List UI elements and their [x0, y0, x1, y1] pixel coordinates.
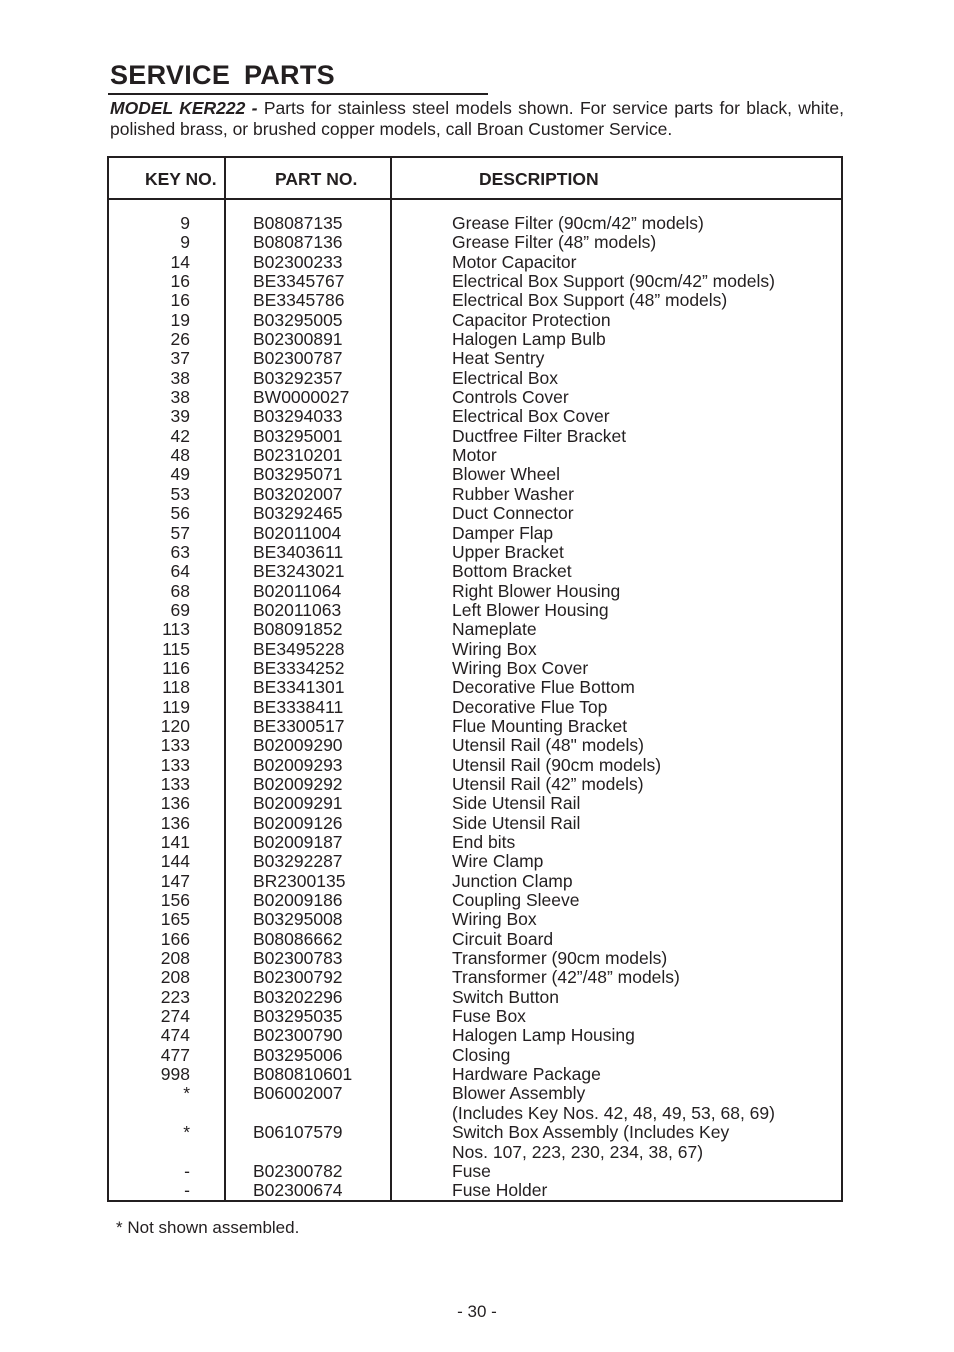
key-no-cell: 53 — [170, 483, 190, 504]
key-no-cell: 119 — [162, 696, 190, 717]
description-cell: Blower Wheel — [452, 464, 560, 485]
table-row — [109, 582, 841, 601]
key-no-cell: 49 — [170, 464, 190, 485]
description-cell: Grease Filter (48” models) — [452, 232, 657, 253]
service-parts-table — [107, 156, 843, 1202]
part-no-cell: B03202007 — [253, 483, 343, 504]
key-no-cell: 16 — [170, 290, 190, 311]
description-cell: Utensil Rail (48" models) — [452, 735, 644, 756]
description-cell: Fuse — [452, 1160, 491, 1181]
key-no-cell: 19 — [170, 309, 190, 330]
table-row — [109, 872, 841, 891]
part-no-cell: BE3345786 — [253, 290, 345, 311]
description-cell: Blower Assembly — [452, 1083, 586, 1104]
column-header-description: DESCRIPTION — [479, 169, 599, 189]
part-no-cell: B02300891 — [253, 329, 343, 350]
table-row — [109, 349, 841, 368]
part-no-cell: B02011004 — [253, 522, 342, 543]
part-no-cell: B03295008 — [253, 909, 343, 930]
table-row — [109, 1007, 841, 1026]
key-no-cell: * — [183, 1122, 190, 1143]
part-no-cell: B02300783 — [253, 948, 343, 969]
key-no-cell: 223 — [160, 986, 190, 1007]
part-no-cell: BE3403611 — [253, 541, 344, 562]
table-row — [109, 446, 841, 465]
part-no-cell: B02009292 — [253, 773, 343, 794]
intro-paragraph — [110, 98, 844, 140]
description-cell: Capacitor Protection — [452, 309, 611, 330]
table-row — [109, 601, 841, 620]
page-title: SERVICE PARTS — [110, 60, 335, 90]
table-row — [109, 833, 841, 852]
key-no-cell: 208 — [160, 967, 190, 988]
table-row — [109, 504, 841, 523]
intro-text: Parts for stainless steel models shown. For service parts for black, white, polished brass, or brushed copper models, call Broan Customer Service. — [110, 98, 844, 139]
key-no-cell: 38 — [170, 387, 190, 408]
key-no-cell: 136 — [160, 793, 190, 814]
table-row — [109, 543, 841, 562]
description-cell: Circuit Board — [452, 928, 554, 949]
key-no-cell: 115 — [162, 638, 190, 659]
table-row — [109, 272, 841, 291]
table-row — [109, 678, 841, 697]
description-cell: Heat Sentry — [452, 348, 545, 369]
table-row — [109, 233, 841, 252]
description-cell: Motor — [452, 445, 497, 466]
description-cell: Fuse Box — [452, 1006, 526, 1027]
table-row — [109, 562, 841, 581]
table-row — [109, 775, 841, 794]
description-cell: Electrical Box — [452, 367, 559, 388]
part-no-cell: B03292287 — [253, 851, 343, 872]
part-no-cell: BE3345767 — [253, 271, 345, 292]
key-no-cell: 274 — [160, 1006, 190, 1027]
part-no-cell: B08091852 — [253, 619, 343, 640]
description-cell: Upper Bracket — [452, 541, 564, 562]
key-no-cell: 39 — [170, 406, 190, 427]
description-cell: Utensil Rail (90cm models) — [452, 754, 662, 775]
table-row — [109, 1026, 841, 1045]
key-no-cell: 120 — [160, 715, 190, 736]
description-cell: Electrical Box Support (90cm/42” models) — [452, 271, 775, 292]
key-no-cell: 42 — [170, 425, 190, 446]
description-cell: Motor Capacitor — [452, 251, 577, 272]
key-no-cell: 16 — [170, 271, 190, 292]
table-row — [109, 253, 841, 272]
table-row — [109, 369, 841, 388]
table-row — [109, 620, 841, 639]
table-row — [109, 988, 841, 1007]
column-header-key-no: KEY NO. — [145, 169, 217, 189]
key-no-cell: 208 — [160, 948, 190, 969]
table-row — [109, 1065, 841, 1084]
part-no-cell: B02011064 — [253, 580, 342, 601]
description-cell: Bottom Bracket — [452, 561, 572, 582]
table-row — [109, 311, 841, 330]
key-no-cell: 118 — [162, 677, 190, 698]
description-cell: Left Blower Housing — [452, 599, 609, 620]
part-no-cell: B03295006 — [253, 1044, 343, 1065]
part-no-cell: BE3338411 — [253, 696, 344, 717]
description-cell: Transformer (90cm models) — [452, 948, 668, 969]
description-cell: Halogen Lamp Housing — [452, 1025, 635, 1046]
description-cell: Junction Clamp — [452, 870, 573, 891]
description-cell: Damper Flap — [452, 522, 554, 543]
description-cell: Fuse Holder — [452, 1180, 548, 1201]
part-no-cell: B08087135 — [253, 213, 343, 233]
table-row — [109, 291, 841, 310]
part-no-cell: B02009186 — [253, 890, 343, 911]
key-no-cell: 136 — [160, 812, 190, 833]
key-no-cell: 9 — [180, 213, 190, 233]
key-no-cell: - — [184, 1180, 190, 1201]
table-row — [109, 330, 841, 349]
description-cell: Duct Connector — [452, 503, 574, 524]
description-cell: Wire Clamp — [452, 851, 544, 872]
description-cell: Side Utensil Rail — [452, 793, 581, 814]
key-no-cell: 144 — [160, 851, 190, 872]
table-row — [109, 698, 841, 717]
key-no-cell: 156 — [160, 890, 190, 911]
description-cell: Switch Box Assembly (Includes Key — [452, 1122, 730, 1143]
description-cell: Coupling Sleeve — [452, 890, 580, 911]
part-no-cell: B03294033 — [253, 406, 343, 427]
table-row — [109, 659, 841, 678]
part-no-cell: B02300787 — [253, 348, 343, 369]
part-no-cell: B08086662 — [253, 928, 343, 949]
description-cell: End bits — [452, 832, 516, 852]
key-no-cell: 998 — [160, 1064, 190, 1085]
key-no-cell: 141 — [160, 832, 190, 852]
description-cell: Controls Cover — [452, 387, 569, 408]
key-no-cell: 165 — [160, 909, 190, 930]
description-cell: Hardware Package — [452, 1064, 601, 1085]
description-cell: Electrical Box Cover — [452, 406, 610, 427]
key-no-cell: 113 — [162, 619, 190, 640]
table-header — [109, 158, 841, 200]
key-no-cell: 68 — [170, 580, 190, 601]
table-row — [109, 930, 841, 949]
table-row — [109, 1181, 841, 1200]
description-cell: Grease Filter (90cm/42” models) — [452, 213, 704, 233]
description-cell: Utensil Rail (42” models) — [452, 773, 644, 794]
key-no-cell: 133 — [160, 754, 190, 775]
table-row — [109, 1143, 841, 1162]
key-no-cell: 147 — [160, 870, 190, 891]
key-no-cell: * — [183, 1083, 190, 1104]
description-cell: Side Utensil Rail — [452, 812, 581, 833]
description-cell: Wiring Box Cover — [452, 657, 589, 678]
part-no-cell: B02310201 — [253, 445, 343, 466]
part-no-cell: B02009290 — [253, 735, 343, 756]
part-no-cell: BE3495228 — [253, 638, 345, 659]
part-no-cell: B080810601 — [253, 1064, 353, 1085]
part-no-cell: B02300792 — [253, 967, 343, 988]
part-no-cell: B02300233 — [253, 251, 343, 272]
table-row — [109, 814, 841, 833]
key-no-cell: 26 — [170, 329, 190, 350]
key-no-cell: 56 — [170, 503, 190, 524]
description-cell: Rubber Washer — [452, 483, 574, 504]
part-no-cell: BE3334252 — [253, 657, 345, 678]
key-no-cell: 38 — [170, 367, 190, 388]
part-no-cell: B03292357 — [253, 367, 343, 388]
part-no-cell: B02009291 — [253, 793, 343, 814]
part-no-cell: B03295035 — [253, 1006, 343, 1027]
key-no-cell: 474 — [160, 1025, 190, 1046]
description-cell: Transformer (42”/48” models) — [452, 967, 680, 988]
description-cell: Switch Button — [452, 986, 559, 1007]
description-cell: Wiring Box — [452, 909, 537, 930]
key-no-cell: 133 — [160, 773, 190, 794]
table-row — [109, 214, 841, 233]
part-no-cell: B03292465 — [253, 503, 343, 524]
table-row — [109, 756, 841, 775]
column-header-part-no: PART NO. — [275, 169, 358, 189]
part-no-cell: B02009293 — [253, 754, 343, 775]
model-label: MODEL KER222 - — [110, 98, 258, 118]
key-no-cell: 63 — [170, 541, 190, 562]
description-cell: Ductfree Filter Bracket — [452, 425, 627, 446]
part-no-cell: B02009126 — [253, 812, 343, 833]
key-no-cell: 37 — [170, 348, 190, 369]
part-no-cell: B03295001 — [253, 425, 343, 446]
table-row — [109, 1123, 841, 1142]
description-cell: Decorative Flue Top — [452, 696, 608, 717]
part-no-cell: BR2300135 — [253, 870, 346, 891]
key-no-cell: 477 — [160, 1044, 190, 1065]
part-no-cell: BE3243021 — [253, 561, 345, 582]
part-no-cell: B03295071 — [253, 464, 343, 485]
description-cell: Wiring Box — [452, 638, 537, 659]
part-no-cell: B03202296 — [253, 986, 343, 1007]
description-cell: Right Blower Housing — [452, 580, 621, 601]
part-no-cell: B02011063 — [253, 599, 342, 620]
description-cell: Decorative Flue Bottom — [452, 677, 635, 698]
footnote: * Not shown assembled. — [116, 1218, 300, 1237]
key-no-cell: 69 — [170, 599, 190, 620]
part-no-cell: B02009187 — [253, 832, 343, 852]
description-cell: Nameplate — [452, 619, 537, 640]
table-row — [109, 968, 841, 987]
table-row — [109, 388, 841, 407]
part-no-cell: B06002007 — [253, 1083, 343, 1104]
table-row — [109, 640, 841, 659]
part-no-cell: B06107579 — [253, 1122, 343, 1143]
part-no-cell: B02300782 — [253, 1160, 343, 1181]
table-row — [109, 427, 841, 446]
table-row — [109, 891, 841, 910]
description-cell: Nos. 107, 223, 230, 234, 38, 67) — [452, 1141, 704, 1162]
description-cell: Halogen Lamp Bulb — [452, 329, 606, 350]
table-row — [109, 1162, 841, 1181]
table-row — [109, 794, 841, 813]
description-cell: Flue Mounting Bracket — [452, 715, 628, 736]
table-row — [109, 852, 841, 871]
description-cell: (Includes Key Nos. 42, 48, 49, 53, 68, 69) — [452, 1102, 775, 1123]
table-row — [109, 910, 841, 929]
table-row — [109, 524, 841, 543]
key-no-cell: 166 — [160, 928, 190, 949]
table-body — [109, 214, 841, 1201]
key-no-cell: 9 — [180, 232, 190, 253]
part-no-cell: B08087136 — [253, 232, 343, 253]
table-row — [109, 407, 841, 426]
key-no-cell: 48 — [170, 445, 190, 466]
table-row — [109, 1084, 841, 1103]
title-underline — [108, 93, 488, 95]
table-row — [109, 465, 841, 484]
part-no-cell: B03295005 — [253, 309, 343, 330]
part-no-cell: BE3341301 — [253, 677, 345, 698]
key-no-cell: 64 — [170, 561, 190, 582]
key-no-cell: 116 — [162, 657, 190, 678]
description-cell: Closing — [452, 1044, 511, 1065]
key-no-cell: 14 — [170, 251, 190, 272]
table-row — [109, 1046, 841, 1065]
description-cell: Electrical Box Support (48” models) — [452, 290, 728, 311]
part-no-cell: B02300790 — [253, 1025, 343, 1046]
key-no-cell: - — [184, 1160, 190, 1181]
table-row — [109, 949, 841, 968]
part-no-cell: B02300674 — [253, 1180, 343, 1201]
table-row — [109, 1104, 841, 1123]
key-no-cell: 57 — [170, 522, 190, 543]
table-row — [109, 736, 841, 755]
table-row — [109, 485, 841, 504]
page-number: - 30 - — [457, 1302, 497, 1321]
part-no-cell: BE3300517 — [253, 715, 345, 736]
part-no-cell: BW0000027 — [253, 387, 350, 408]
key-no-cell: 133 — [160, 735, 190, 756]
table-row — [109, 717, 841, 736]
